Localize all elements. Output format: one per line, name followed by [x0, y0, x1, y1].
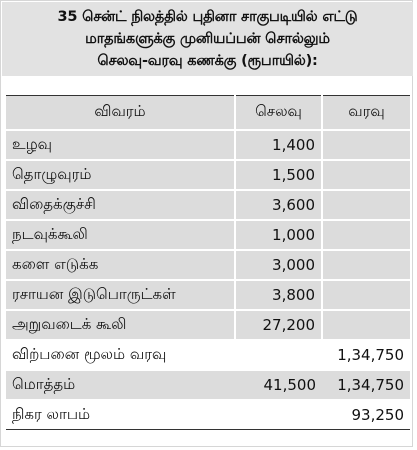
table-row: [6, 370, 410, 400]
row-item: அறுவடைக் கூலி: [6, 310, 235, 340]
row-income: [322, 190, 410, 220]
expense-income-table: [6, 95, 410, 430]
header-item: விவரம்: [6, 96, 235, 130]
row-income: [322, 250, 410, 280]
row-expense: 3,800: [235, 280, 322, 310]
table-row: [6, 340, 410, 370]
caption-line-1: 35 சென்ட் நிலத்தில் புதினா சாகுபடியில் எட்டு: [57, 9, 358, 25]
row-item: உழவு: [6, 130, 235, 160]
caption-line-2: மாதங்களுக்கு முனியப்பன் சொல்லும்: [85, 31, 330, 47]
row-income: [322, 220, 410, 250]
row-income: 1,34,750: [322, 370, 410, 400]
row-expense: 1,500: [235, 160, 322, 190]
row-item: நடவுக்கூலி: [6, 220, 235, 250]
row-item: ரசாயன இடுபொருட்கள்: [6, 280, 235, 310]
header-expense: செலவு: [235, 96, 322, 130]
row-item: தொழுவுரம்: [6, 160, 235, 190]
row-item: விதைக்குச்சி: [6, 190, 235, 220]
table-row: [6, 250, 410, 280]
row-expense: [235, 400, 322, 430]
row-expense: 1,400: [235, 130, 322, 160]
row-item: களை எடுக்க: [6, 250, 235, 280]
header-income: வரவு: [322, 96, 410, 130]
table-row: [6, 220, 410, 250]
row-item: நிகர லாபம்: [6, 400, 235, 430]
row-item: மொத்தம்: [6, 370, 235, 400]
table-row: [6, 190, 410, 220]
row-expense: 1,000: [235, 220, 322, 250]
table-row: [6, 280, 410, 310]
row-expense: 27,200: [235, 310, 322, 340]
row-expense: 3,000: [235, 250, 322, 280]
row-item: விற்பனை மூலம் வரவு: [6, 340, 235, 370]
table-caption: [2, 2, 413, 76]
row-expense: 41,500: [235, 370, 322, 400]
row-income: [322, 280, 410, 310]
row-income: [322, 130, 410, 160]
row-income: 93,250: [322, 400, 410, 430]
table-row: [6, 130, 410, 160]
row-expense: [235, 340, 322, 370]
table-row: [6, 400, 410, 430]
table-row: [6, 160, 410, 190]
row-income: 1,34,750: [322, 340, 410, 370]
table-header-row: [6, 96, 410, 130]
caption-line-3: செலவு-வரவு கணக்கு (ரூபாயில்):: [97, 53, 318, 69]
table-row: [6, 310, 410, 340]
row-expense: 3,600: [235, 190, 322, 220]
row-income: [322, 310, 410, 340]
row-income: [322, 160, 410, 190]
